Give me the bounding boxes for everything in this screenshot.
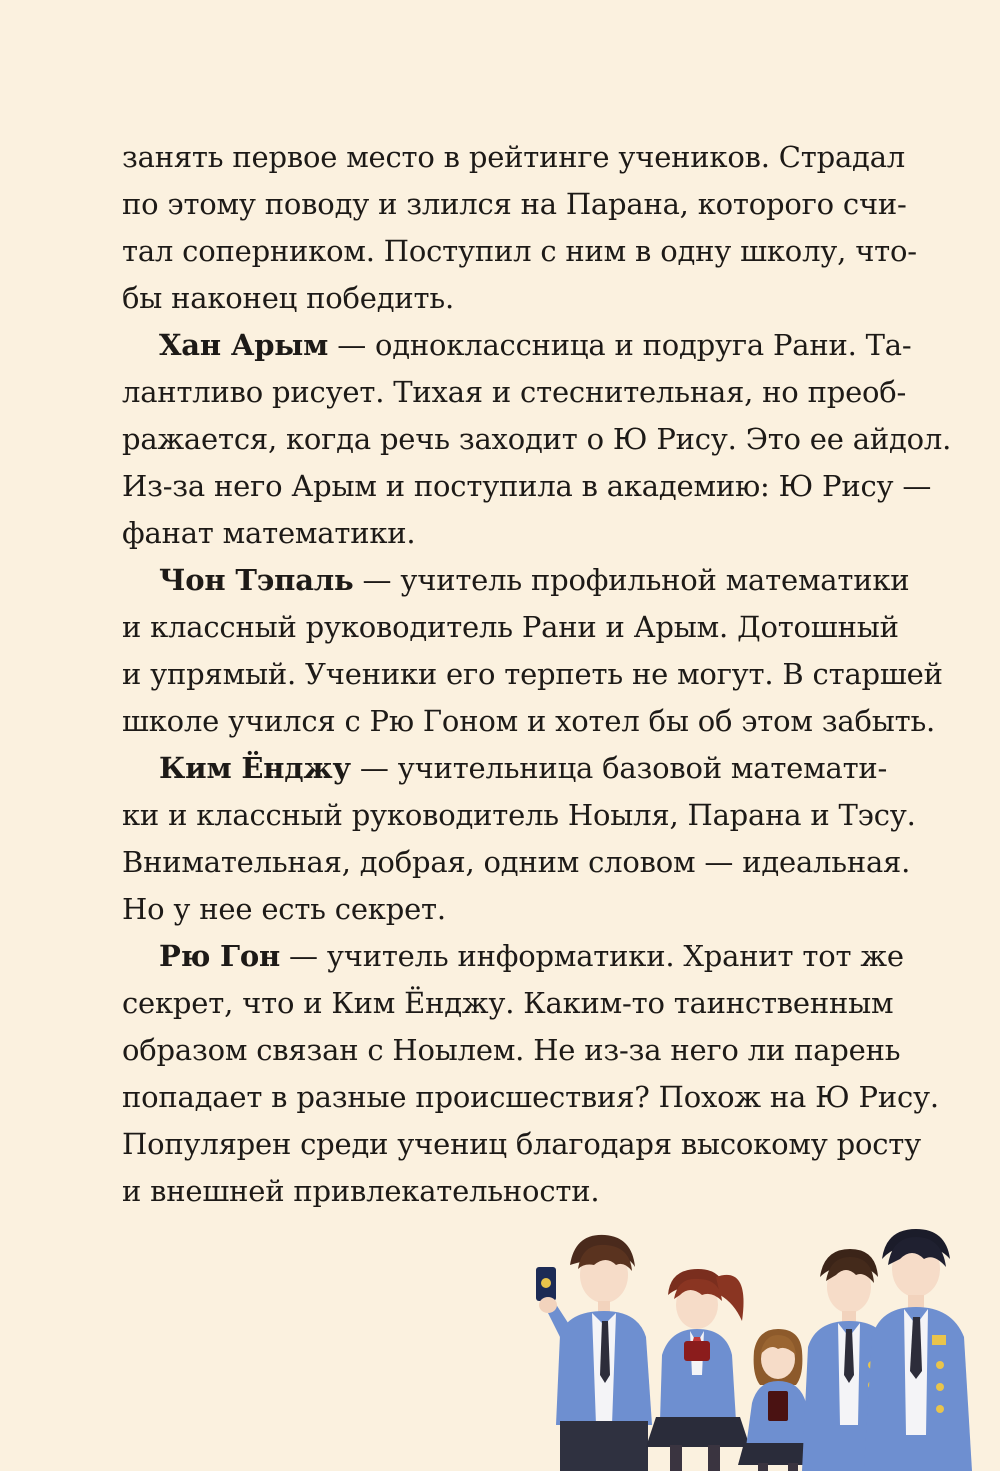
text-line: занять первое место в рейтинге учеников. Страдал	[122, 140, 906, 174]
body-text	[122, 134, 952, 1215]
text-line: Но у нее есть секрет.	[122, 892, 446, 926]
character-name: Хан Арым	[159, 328, 329, 362]
text-line: секрет, что и Ким Ёнджу. Каким-то таинственным	[122, 986, 894, 1020]
text-line: бы наконец победить.	[122, 281, 454, 315]
text-line: Из-за него Арым и поступила в академию: Ю Рису —	[122, 469, 932, 503]
character-description: — одноклассница и подруга Рани. Та-	[328, 328, 912, 362]
text-line: фанат математики.	[122, 516, 416, 550]
character-name: Чон Тэпаль	[159, 563, 354, 597]
text-line: ки и классный руководитель Ноыля, Парана и Тэсу.	[122, 798, 916, 832]
character-name: Ким Ёнджу	[159, 751, 351, 785]
text-line: по этому поводу и злился на Парана, которого счи-	[122, 187, 907, 221]
text-line: попадает в разные происшествия? Похож на Ю Рису.	[122, 1080, 939, 1114]
character-boy-tall	[864, 1229, 972, 1471]
character-entry-chon-tepal	[122, 557, 910, 604]
text-line: лантливо рисует. Тихая и стеснительная, но преоб-	[122, 375, 907, 409]
text-line: и внешней привлекательности.	[122, 1174, 600, 1208]
character-description: — учитель информатики. Хранит тот же	[280, 939, 904, 973]
character-name: Рю Гон	[159, 939, 281, 973]
character-description: — учительница базовой математи-	[350, 751, 888, 785]
character-entry-han-arym	[122, 322, 912, 369]
text-line: ражается, когда речь заходит о Ю Рису. Это ее айдол.	[122, 422, 952, 456]
text-line: Внимательная, добрая, одним словом — идеальная.	[122, 845, 911, 879]
character-entry-kim-yondzhu	[122, 745, 888, 792]
text-line: Популярен среди учениц благодаря высокому росту	[122, 1127, 921, 1161]
character-girl-ponytail	[646, 1269, 750, 1471]
character-description: — учитель профильной математики	[353, 563, 910, 597]
text-line: школе учился с Рю Гоном и хотел бы об этом забыть.	[122, 704, 936, 738]
text-line: тал соперником. Поступил с ним в одну школу, что-	[122, 234, 917, 268]
character-entry-ryu-gon	[122, 933, 904, 980]
text-line: образом связан с Ноылем. Не из-за него ли парень	[122, 1033, 901, 1067]
characters-illustration	[520, 1225, 990, 1471]
text-line: и классный руководитель Рани и Арым. Дотошный	[122, 610, 899, 644]
text-line: и упрямый. Ученики его терпеть не могут. В старшей	[122, 657, 943, 691]
character-boy-with-phone	[536, 1235, 652, 1471]
